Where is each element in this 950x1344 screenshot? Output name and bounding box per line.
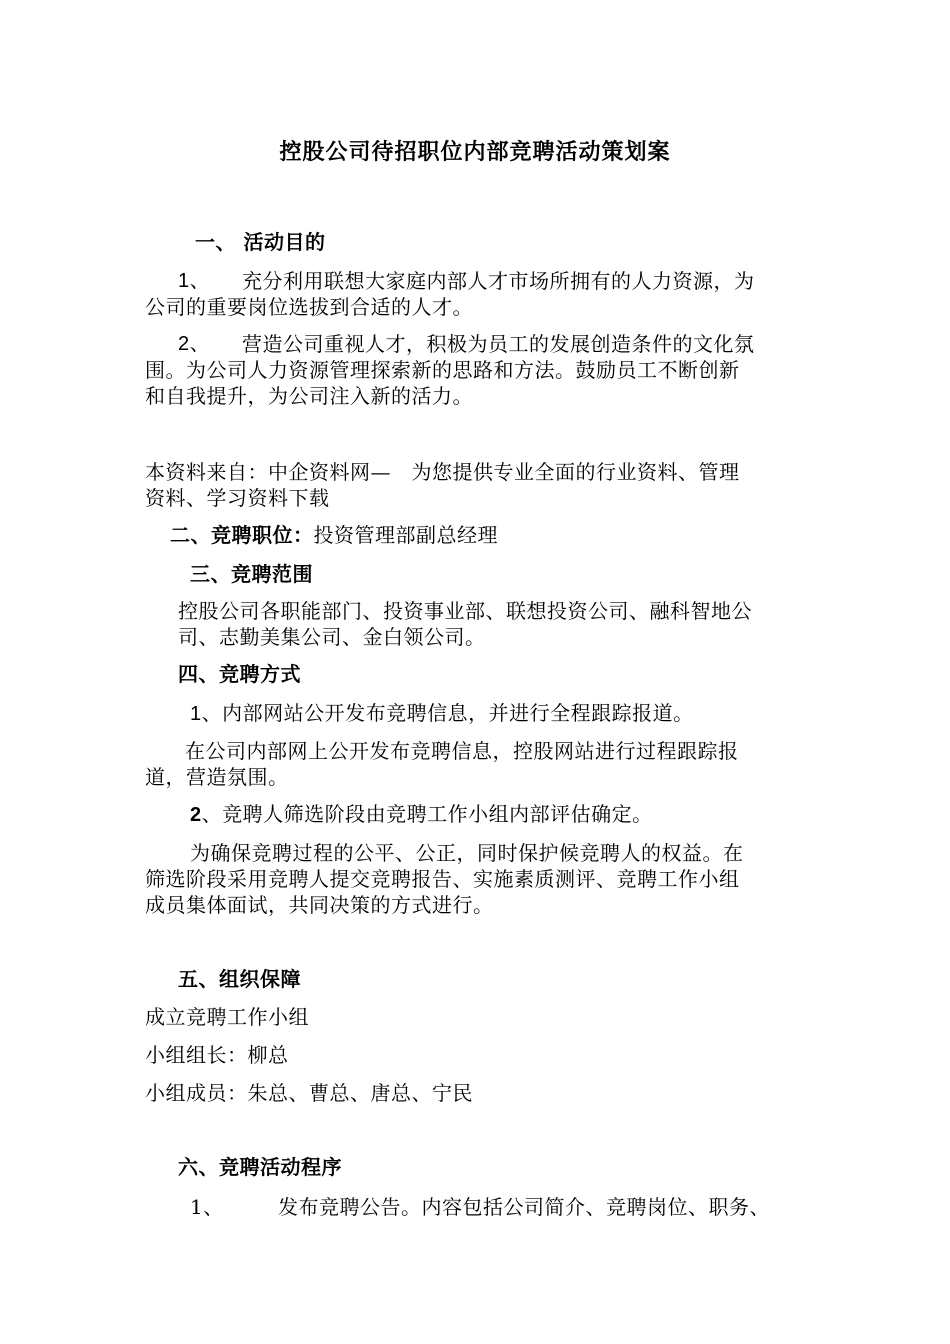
s4-item-1-number: 1	[190, 703, 202, 725]
s3-line-1: 控股公司各职能部门、投资事业部、联想投资公司、融科智地公	[178, 599, 752, 623]
s5-line-1: 成立竞聘工作小组	[145, 1005, 309, 1029]
s4-item-1-desc-line-2: 道，营造氛围。	[145, 765, 289, 789]
section-3-heading: 三、竞聘范围	[190, 562, 313, 586]
s1-item-2-number: 2、	[178, 333, 211, 355]
s4-item-2-number: 2	[190, 804, 202, 826]
s6-item-1-text: 发布竞聘公告。内容包括公司简介、竞聘岗位、职务、	[278, 1195, 770, 1219]
section-1-heading: 一、 活动目的	[195, 230, 326, 254]
source-note-line-2: 资料、学习资料下载	[145, 486, 330, 510]
section-2-value: 投资管理部副总经理	[313, 523, 498, 547]
section-4-heading: 四、竞聘方式	[178, 662, 301, 686]
s4-item-1	[190, 700, 694, 727]
s4-item-2	[190, 801, 653, 828]
s1-item-2-line-1: 营造公司重视人才，积极为员工的发展创造条件的文化氛	[242, 332, 755, 356]
s4-item-2-text: 、竞聘人筛选阶段由竞聘工作小组内部评估确定。	[201, 802, 653, 826]
s4-item-1-desc-line-1: 在公司内部网上公开发布竞聘信息，控股网站进行过程跟踪报	[185, 739, 739, 763]
s1-item-1-number: 1、	[178, 270, 211, 292]
s5-line-3: 小组成员：朱总、曹总、唐总、宁民	[145, 1081, 473, 1105]
s1-item-1-line-1: 充分利用联想大家庭内部人才市场所拥有的人力资源，为	[242, 269, 755, 293]
s1-item-2-line-3: 和自我提升，为公司注入新的活力。	[145, 384, 473, 408]
s6-item-1-number: 1、	[190, 1195, 224, 1219]
section-6-heading: 六、竞聘活动程序	[178, 1155, 342, 1179]
s4-item-2-desc-line-3: 成员集体面试，共同决策的方式进行。	[145, 893, 494, 917]
section-2	[170, 522, 498, 548]
s4-item-2-desc-line-1: 为确保竞聘过程的公平、公正，同时保护候竞聘人的权益。在	[190, 841, 744, 865]
s1-item-2-line-2: 围。为公司人力资源管理探索新的思路和方法。鼓励员工不断创新	[145, 358, 740, 382]
source-note-line-1: 本资料来自：中企资料网— 为您提供专业全面的行业资料、管理	[145, 460, 740, 484]
s1-item-1-line-2: 公司的重要岗位选拔到合适的人才。	[145, 295, 473, 319]
s5-line-2: 小组组长：柳总	[145, 1043, 289, 1067]
s4-item-2-desc-line-2: 筛选阶段采用竞聘人提交竞聘报告、实施素质测评、竞聘工作小组	[145, 867, 740, 891]
document-title: 控股公司待招职位内部竞聘活动策划案	[279, 140, 671, 165]
s4-item-1-text: 、内部网站公开发布竞聘信息，并进行全程跟踪报道。	[201, 701, 694, 725]
s3-line-2: 司、志勤美集公司、金白领公司。	[178, 625, 486, 649]
section-5-heading: 五、组织保障	[178, 967, 301, 991]
section-2-heading: 二、竞聘职位：	[170, 523, 314, 547]
